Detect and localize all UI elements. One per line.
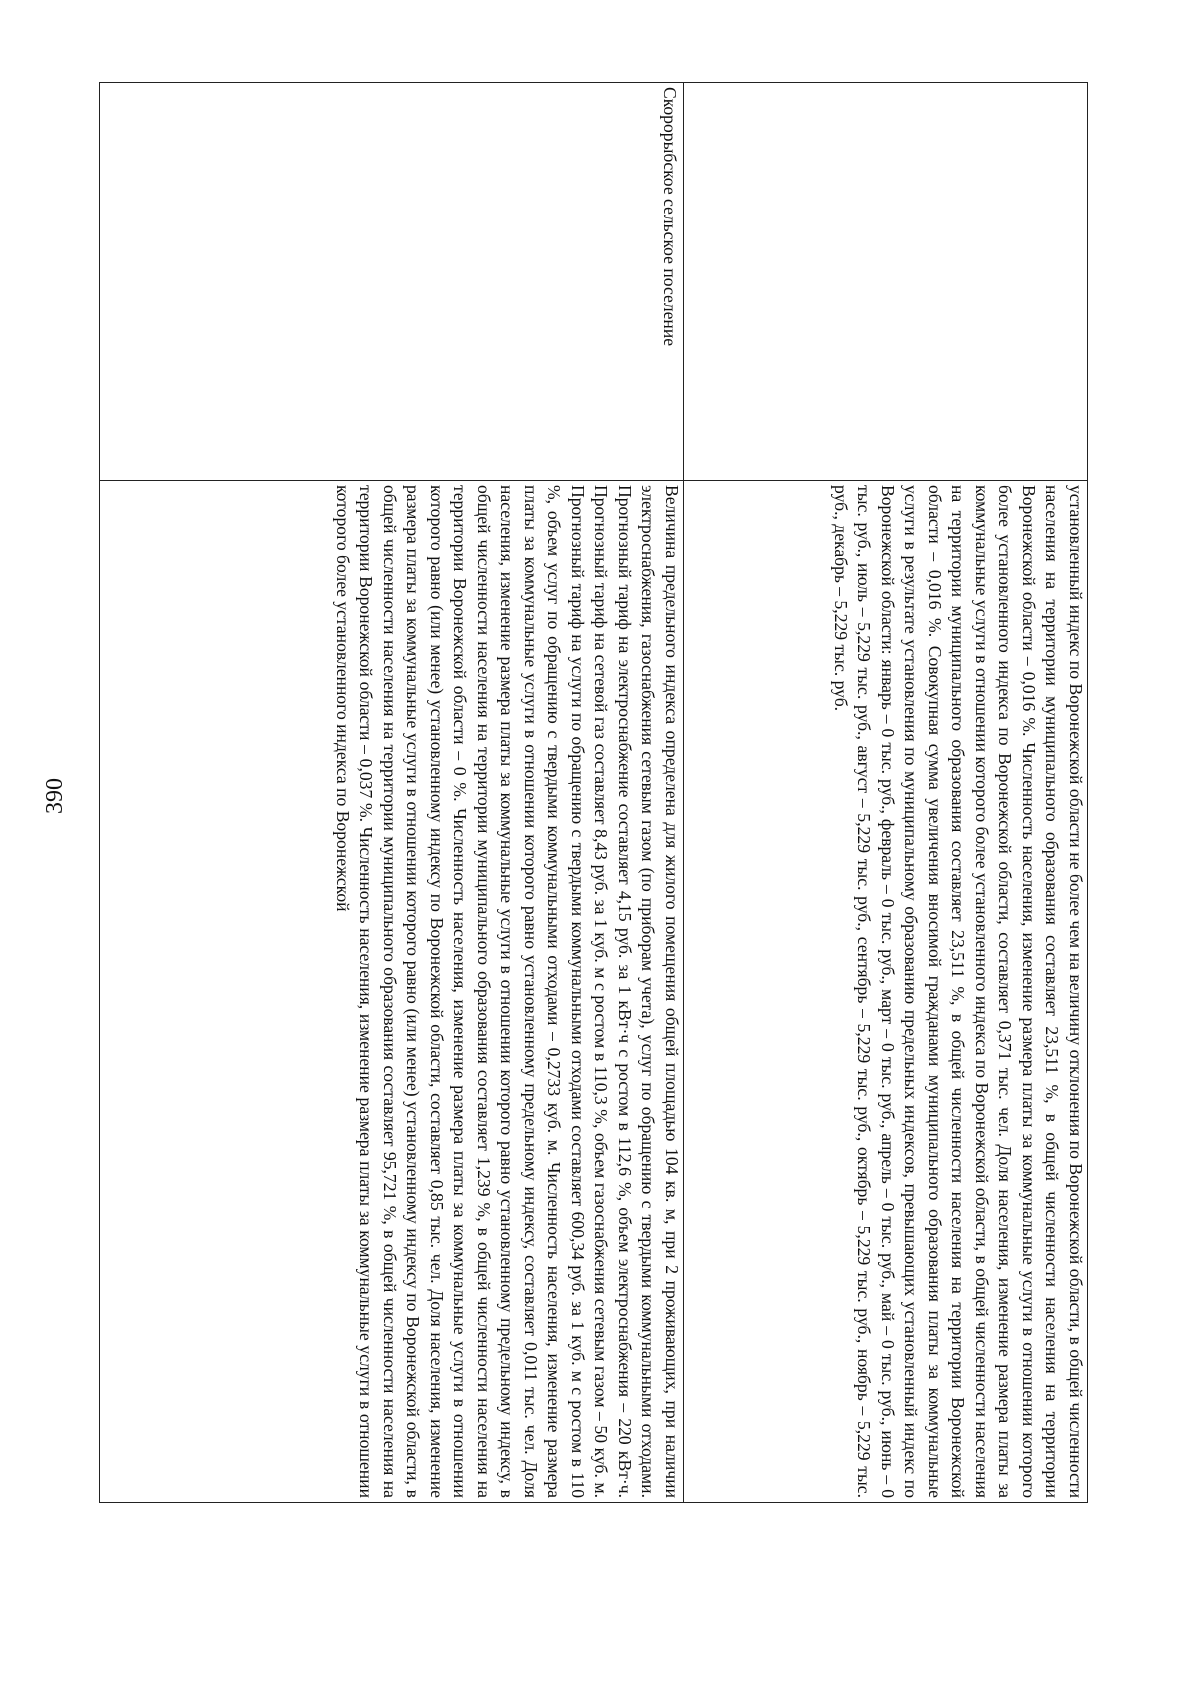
description-cell: установленный индекс по Воронежской области не более чем на величину отклонения по Воронежской области, в общей численности населения на территории муниципального образования составляет 23,511 %, в общей численности населения на территории Воронежской области – 0,016 %. Численность населения, изменение размера платы за коммунальные услуги в отношении которого более установленного индекса по Воронежской области, составляет 0,371 тыс. чел. Доля населения, изменение размера платы за коммунальные услуги в отношении которого более установленного индекса по Воронежской области, в общей численности населения на территории муниципального образования составляет 23,511 %, в общей численности населения на территории Воронежской области – 0,016 %. Совокупная сумма увеличения вносимой гражданами муниципального образования платы за коммунальные услуги в результате установления по муниципальному образованию предельных индексов, превышающих установленный индекс по Воронежской области: январь – 0 тыс. руб., февраль – 0 тыс. руб., март – 0 тыс. руб., апрель – 0 тыс. руб., май – 0 тыс. руб., июнь – 0 тыс. руб., июль – 5,229 тыс. руб., август – 5,229 тыс. руб., сентябрь – 5,229 тыс. руб., октябрь – 5,229 тыс. руб., ноябрь – 5,229 тыс. руб., декабрь – 5,229 тыс. руб. — [684, 481, 1088, 1503]
table-row — [100, 83, 684, 1503]
municipality-name-cell — [684, 83, 1088, 481]
table-row — [684, 83, 1088, 1503]
page-number: 390 — [42, 778, 68, 814]
data-table — [99, 82, 1088, 1503]
description-cell: Величина предельного индекса определена для жилого помещения общей площадью 104 кв. м, при 2 проживающих, при наличии электроснабжения, газоснабжения сетевым газом (по приборам учета), услуг по обращению с твердыми коммунальными отходами. Прогнозный тариф на электроснабжение составляет 4,15 руб. за 1 кВт·ч с ростом в 112,6 %, объем электроснабжения – 220 кВт·ч. Прогнозный тариф на сетевой газ составляет 8,43 руб. за 1 куб. м с ростом в 110,3 %, объем газоснабжения сетевым газом – 50 куб. м. Прогнозный тариф на услуги по обращению с твердыми коммунальными отходами составляет 600,34 руб. за 1 куб. м с ростом в 110 %, объем услуг по обращению с твердыми коммунальными отходами – 0,2733 куб. м. Численность населения, изменение размера платы за коммунальные услуги в отношении которого равно установленному предельному индексу, составляет 0,011 тыс. чел. Доля населения, изменение размера платы за коммунальные услуги в отношении которого равно установленному предельному индексу, в общей численности населения на территории муниципального образования составляет 1,239 %, в общей численности населения на территории Воронежской области – 0 %. Численность населения, изменение размера платы за коммунальные услуги в отношении которого равно (или менее) установленному индексу по Воронежской области, составляет 0,85 тыс. чел. Доля населения, изменение размера платы за коммунальные услуги в отношении которого равно (или менее) установленному индексу по Воронежской области, в общей численности населения на территории муниципального образования составляет 95,721 %, в общей численности населения на территории Воронежской области – 0,037 %. Численность населения, изменение размера платы за коммунальные услуги в отношении которого более установленного индекса по Воронежской — [100, 481, 684, 1503]
municipality-name-cell: Скорорыбское сельское поселение — [100, 83, 684, 481]
rotated-table — [100, 82, 1088, 1502]
